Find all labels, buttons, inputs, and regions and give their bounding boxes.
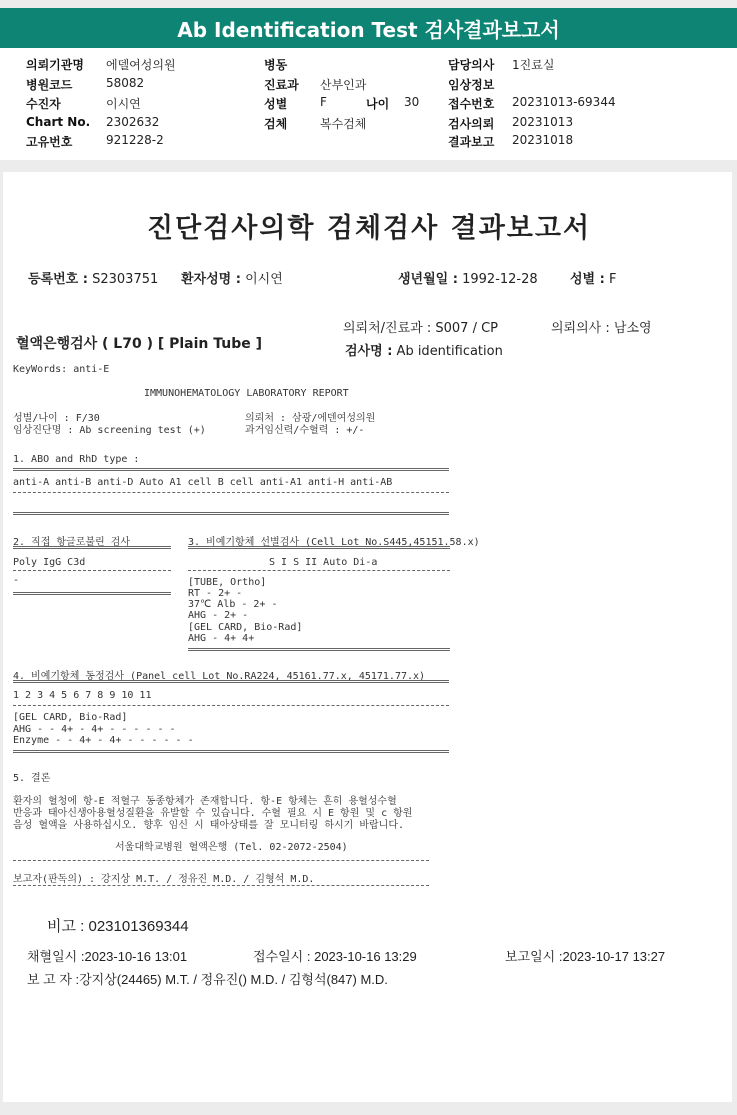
panel-row: [GEL CARD, Bio-Rad]: [13, 712, 128, 723]
scanned-report: [3, 172, 732, 1102]
divider: [13, 885, 429, 886]
section-5-title: 5. 결론: [13, 773, 51, 784]
birth-date: 생년월일 : 1992-12-28: [398, 272, 538, 287]
clinical-diagnosis: 임상진단명 : Ab screening test (+): [13, 425, 206, 436]
info-request: 검사의뢰 20231013: [448, 115, 574, 131]
divider: [13, 705, 449, 706]
screen-row: 37℃ Alb - 2+ -: [188, 599, 278, 610]
divider: [13, 860, 429, 861]
divider: [13, 546, 171, 549]
test-name: 검사명 : Ab identification: [345, 344, 503, 359]
referring-physician: 의뢰의사 : 남소영: [551, 321, 652, 336]
info-receiver: 수진자 이시연: [26, 97, 141, 111]
screen-row: AHG - 2+ -: [188, 610, 249, 621]
patient-info-panel: [0, 48, 737, 160]
divider: [13, 750, 449, 753]
lab-report-title: IMMUNOHEMATOLOGY LABORATORY REPORT: [144, 388, 349, 399]
divider: [188, 546, 450, 549]
referrer: 의뢰처 : 삼광/에덴여성의원: [245, 413, 376, 424]
screen-row: AHG - 4+ 4+: [188, 633, 255, 644]
screen-row: [GEL CARD, Bio-Rad]: [188, 622, 303, 633]
dat-value: -: [13, 575, 20, 586]
divider: [13, 492, 449, 493]
info-doctor: 담당의사 1진료실: [448, 58, 555, 72]
info-institution: 의뢰기관명 에델여성의원: [26, 58, 176, 72]
screen-row: [TUBE, Ortho]: [188, 577, 267, 588]
report-header-bar: [0, 8, 737, 48]
info-dept: 진료과 산부인과: [264, 78, 367, 92]
section-4-title: 4. 비예기항체 동정검사 (Panel cell Lot No.RA224, 45161.77.x, 45171.77.x): [13, 671, 426, 682]
divider: [13, 468, 449, 471]
keywords: KeyWords: anti-E: [13, 364, 110, 375]
section-2-title: 2. 직접 항글로불린 검사: [13, 537, 131, 548]
panel-columns: 1 2 3 4 5 6 7 8 9 10 11: [13, 690, 152, 701]
info-uid: 고유번호 921228-2: [26, 133, 164, 149]
info-clinical: 임상정보: [448, 78, 495, 92]
info-sex: 성별 F: [264, 95, 327, 111]
report-header-title: Ab Identification Test 검사결과보고서: [177, 17, 560, 42]
section-1-title: 1. ABO and RhD type :: [13, 454, 140, 465]
document-title: 진단검사의학 검체검사 결과보고서: [147, 213, 592, 244]
test-group: 혈액은행검사 ( L70 ) [ Plain Tube ]: [16, 336, 263, 352]
hospital-contact: 서울대학교병원 혈액은행 (Tel. 02-2072-2504): [115, 842, 348, 853]
panel-row: Enzyme - - 4+ - 4+ - - - - - -: [13, 735, 194, 746]
reg-no: 등록번호 : S2303751: [28, 272, 159, 287]
reporters: 보 고 자 :강지상(24465) M.T. / 정유진() M.D. / 김형석(847) M.D.: [27, 972, 388, 987]
divider: [13, 570, 171, 571]
divider: [13, 512, 449, 515]
info-chart-no: Chart No. 2302632: [26, 115, 160, 129]
section-3-title: 3. 비예기항체 선별검사 (Cell Lot No.S445,45151.58.x): [188, 537, 480, 548]
conclusion-line: 반응과 태아신생아용혈성질환을 유발할 수 있습니다. 수혈 필요 시 E 항원 및 c 항원: [13, 808, 413, 819]
conclusion-line: 음성 혈액을 사용하십시오. 향후 임신 시 태아상태를 잘 모니터링 하시기 바랍니다.: [13, 820, 405, 831]
patient-name: 환자성명 : 이시연: [181, 272, 283, 287]
divider: [188, 570, 450, 571]
info-specimen: 검체 복수검체: [264, 117, 367, 131]
abo-columns: anti-A anti-B anti-D Auto A1 cell B cell anti-A1 anti-H anti-AB: [13, 477, 393, 488]
info-code: 병원코드 58082: [26, 76, 145, 92]
info-accession: 접수번호 20231013-69344: [448, 95, 616, 111]
screen-columns: S I S II Auto Di-a: [269, 557, 378, 568]
reporter-line: 보고자(판독의) : 강지상 M.T. / 정유진 M.D. / 김형석 M.D.: [13, 874, 315, 885]
remark: 비고 : 023101369344: [47, 918, 189, 935]
receive-time: 접수일시 : 2023-10-16 13:29: [253, 949, 417, 964]
divider: [13, 680, 449, 683]
referring-dept: 의뢰처/진료과 : S007 / CP: [343, 321, 499, 336]
panel-row: AHG - - 4+ - 4+ - - - - - -: [13, 724, 176, 735]
report-time: 보고일시 :2023-10-17 13:27: [505, 949, 666, 964]
history: 과거임신력/수혈력 : +/-: [245, 425, 365, 436]
divider: [13, 592, 171, 595]
collection-time: 채혈일시 :2023-10-16 13:01: [27, 949, 188, 964]
info-age: 나이 30: [366, 95, 420, 111]
screen-row: RT - 2+ -: [188, 588, 243, 599]
info-report: 결과보고 20231018: [448, 133, 574, 149]
sex-age: 성별/나이 : F/30: [13, 413, 100, 424]
info-ward: 병동: [264, 58, 288, 72]
conclusion-line: 환자의 혈청에 항-E 적혈구 동종항체가 존재합니다. 항-E 항체는 흔히 용혈성수혈: [13, 796, 397, 807]
patient-sex: 성별 : F: [570, 272, 617, 287]
dat-columns: Poly IgG C3d: [13, 557, 86, 568]
divider: [188, 648, 450, 651]
